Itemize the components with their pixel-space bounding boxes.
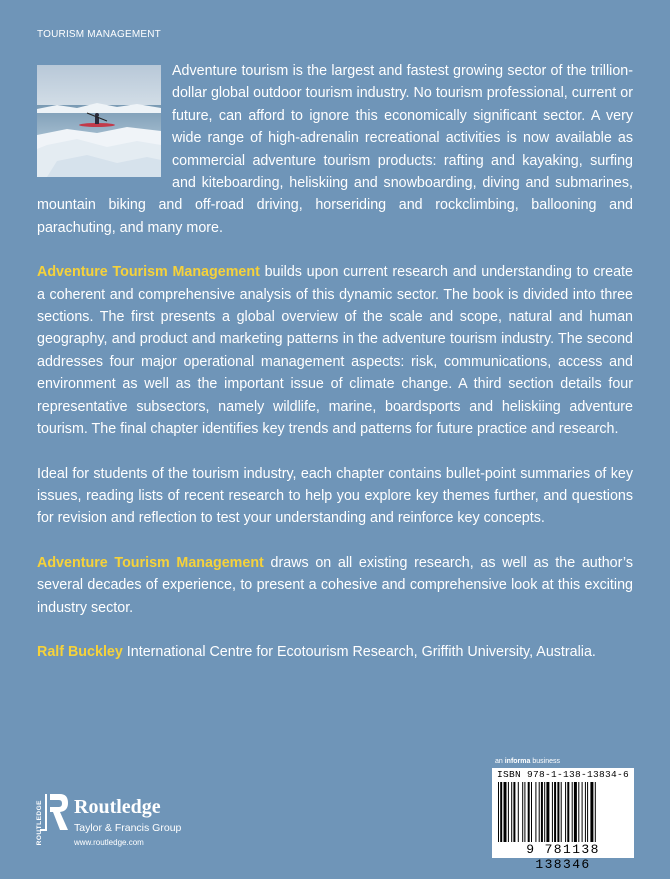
publisher-vertical-label: ROUTLEDGE	[36, 800, 43, 846]
author-name: Ralf Buckley	[37, 643, 123, 660]
publisher-url: www.routledge.com	[74, 838, 144, 847]
publisher-name: Routledge	[74, 796, 161, 818]
series-label: TOURISM MANAGEMENT	[37, 29, 161, 40]
paragraph-summary: Adventure Tourism Management draws on all existing research, as well as the author’s several decades of experience, to present a cohesive and comprehensive look at this exciting industry sector.	[37, 554, 633, 616]
barcode	[492, 768, 634, 872]
barcode-bars	[498, 782, 628, 842]
author-line: Ralf Buckley International Centre for Ecotourism Research, Griffith University, Australia.	[37, 643, 596, 660]
book-title-highlight: Adventure Tourism Management	[37, 554, 264, 571]
paragraph-overview: Adventure Tourism Management builds upon current research and understanding to create a coherent and comprehensive analysis of this dynamic sector. The book is divided into three sections. The first presents a global overview of the scale and scope, natural and human geography, and product and marketing patterns in the adventure tourism industry. The second addresses four major operational management aspects: risk, communications, access and environment as well as the important issue of climate change. A third section details four representative subsectors, namely wildlife, marine, boardsports and heliskiing adventure tourism. The final chapter identifies key trends and patterns for future practice and research.	[37, 264, 633, 438]
informa-business-label: an informa business	[495, 758, 560, 765]
book-title-highlight: Adventure Tourism Management	[37, 264, 260, 281]
isbn-digits: 9 781138 138346	[526, 842, 600, 872]
paragraph-intro: Adventure tourism is the largest and fastest growing sector of the trillion-dollar global outdoor tourism industry. No tourism professional, current or future, can afford to ignore this economically significant sector. A very wide range of high-adrenalin recreational activities is now available as commercial adventure tourism products: rafting and kayaking, surfing and kiteboarding, heliskiing and snowboarding, diving and submarines, mountain biking and off-road driving, horseriding and rockclimbing, ballooning and parachuting, and many more.	[37, 63, 633, 236]
isbn-text: ISBN 978-1-138-13834-6	[496, 769, 630, 780]
routledge-logo-icon	[36, 790, 72, 836]
description-text	[37, 60, 633, 685]
publisher-group: Taylor & Francis Group	[74, 822, 182, 834]
paragraph-features: Ideal for students of the tourism industry, each chapter contains bullet-point summaries of key issues, reading lists of recent research to help you explore key themes further, and questions for revision and reflection to test your understanding and reinforce key concepts.	[37, 465, 633, 527]
